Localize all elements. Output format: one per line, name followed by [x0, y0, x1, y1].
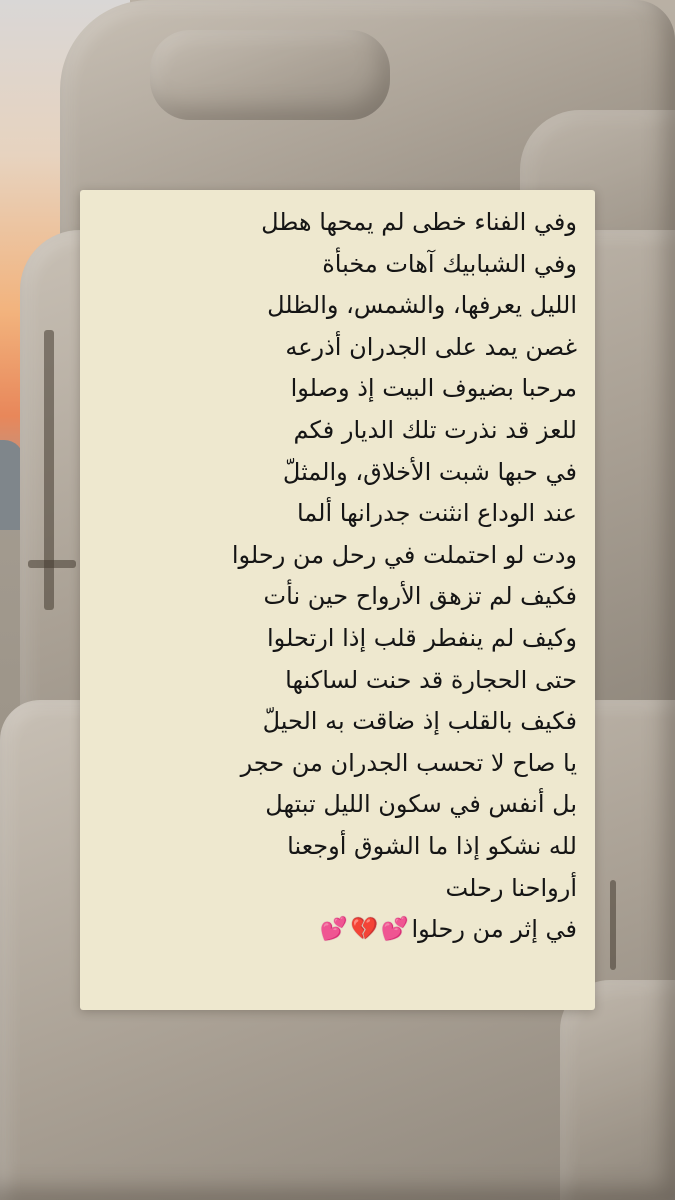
poem-line: وفي الشبابيك آهات مخبأة: [322, 249, 577, 278]
broken-heart-icon: 💔: [350, 916, 379, 942]
wall-crack: [610, 880, 616, 970]
heart-with-sparkles-icon: 💕: [320, 916, 348, 942]
ruin-wall-boulder: [560, 980, 675, 1200]
poem-line: مرحبا بضيوف البيت إذ وصلوا: [290, 374, 577, 403]
wall-crack: [44, 330, 54, 610]
poem-line: غصن يمد على الجدران أذرعه: [285, 332, 577, 361]
poem-line: أرواحنا رحلت: [445, 873, 577, 902]
poem-note-card: [80, 190, 595, 1010]
poem-line: وفي الفناء خطى لم يمحها هطل: [261, 208, 577, 236]
poem-line: ودت لو احتملت في رحل من رحلوا: [231, 540, 577, 569]
heart-with-sparkles-icon: 💕: [381, 916, 409, 942]
wall-crack: [28, 560, 76, 568]
poem-line: حتى الحجارة قد حنت لساكنها: [285, 665, 577, 694]
poem-line: وكيف لم ينفطر قلب إذا ارتحلوا: [267, 623, 577, 652]
poem-line: فكيف لم تزهق الأرواح حين نأت: [263, 582, 577, 611]
poem-text: [98, 202, 577, 951]
poem-line: عند الوداع انثنت جدرانها ألما: [296, 499, 577, 528]
ruin-wall-ledge: [150, 30, 390, 120]
poem-line: لله نشكو إذا ما الشوق أوجعنا: [287, 831, 577, 860]
poem-line: فكيف بالقلب إذ ضاقت به الحيلّ: [262, 707, 577, 736]
poem-last-line: [98, 909, 577, 951]
poem-line: في إثر من رحلوا: [411, 915, 577, 944]
poem-line: يا صاح لا تحسب الجدران من حجر: [240, 748, 577, 777]
poem-line: في حبها شبت الأخلاق، والمثلّ: [282, 457, 577, 486]
poem-line: للعز قد نذرت تلك الديار فكم: [293, 415, 577, 444]
poem-line: بل أنفس في سكون الليل تبتهل: [265, 790, 577, 819]
poem-line: الليل يعرفها، والشمس، والظلل: [267, 291, 577, 320]
